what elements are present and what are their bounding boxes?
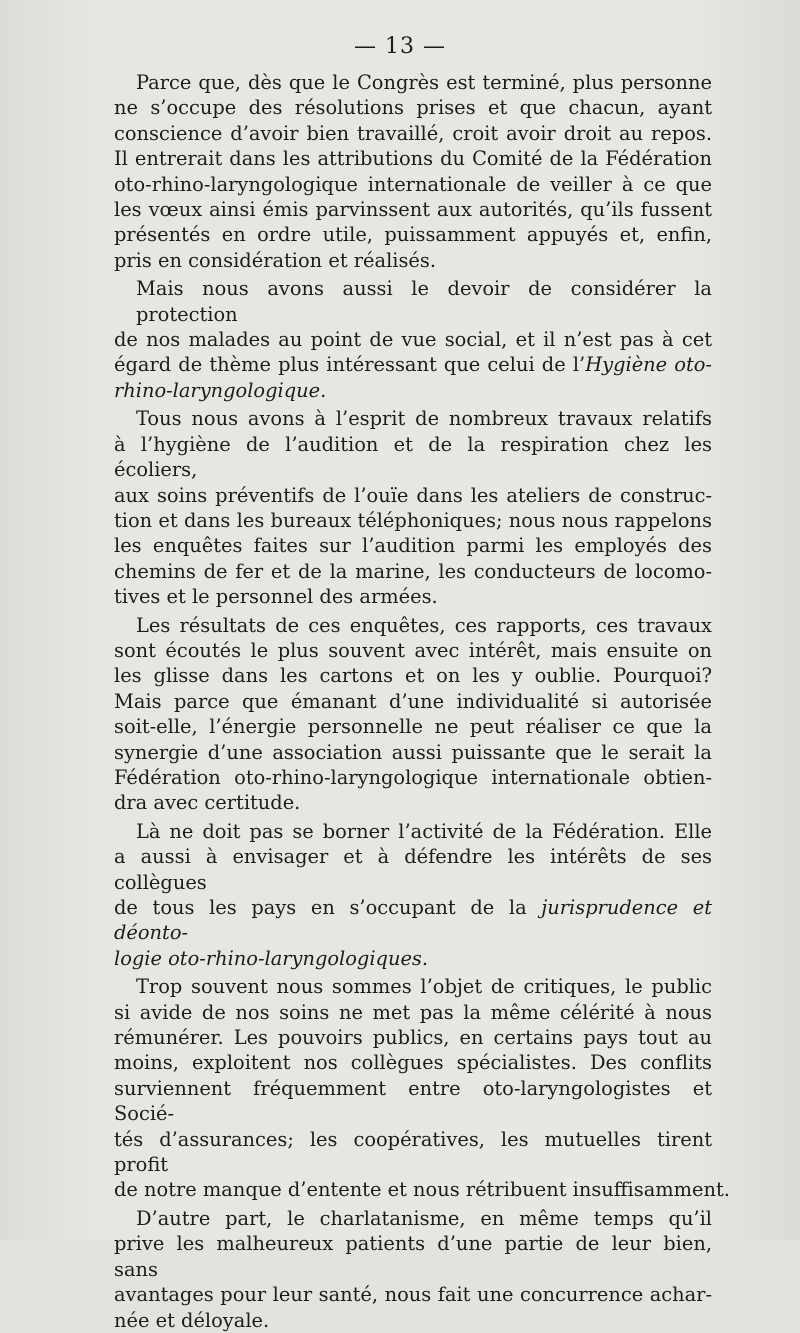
line-text: aux soins préventifs de l’ouïe dans les ateliers de construc- <box>114 483 712 507</box>
paragraph <box>114 819 712 971</box>
line-text: surviennent fréquemment entre oto-laryngologistes et Socié- <box>114 1076 712 1126</box>
text-line <box>114 714 712 739</box>
text-line <box>114 352 712 377</box>
line-text: les enquêtes faites sur l’audition parmi les employés des <box>114 534 712 558</box>
text-line <box>114 197 712 222</box>
text-line <box>114 378 712 403</box>
line-text: tion et dans les bureaux téléphoniques; nous nous rappelons <box>114 508 712 532</box>
text-line <box>114 638 712 663</box>
line-text: ne s’occupe des résolutions prises et que chacun, ayant <box>114 96 712 120</box>
paragraph <box>114 1206 712 1333</box>
line-text: égard de thème plus intéressant que celui de l’ <box>114 353 586 377</box>
text-line <box>114 974 712 999</box>
line-text: dra avec certitude. <box>114 791 301 815</box>
line-text: sont écoutés le plus souvent avec intérêt, mais ensuite on <box>114 638 712 662</box>
text-line <box>114 819 712 844</box>
text-line <box>114 1025 712 1050</box>
text-line <box>114 765 712 790</box>
paragraph <box>114 406 712 609</box>
text-line <box>114 222 712 247</box>
text-line <box>114 559 712 584</box>
text-line <box>114 1177 730 1202</box>
line-text: Tous nous avons à l’esprit de nombreux travaux relatifs <box>136 407 712 431</box>
italic-text: rhino-laryngologique. <box>114 378 327 402</box>
line-text: les glisse dans les cartons et on les y oublie. Pourquoi? <box>114 664 712 688</box>
text-line <box>114 613 712 638</box>
text-line <box>114 95 712 120</box>
text-line <box>114 1000 712 1025</box>
line-text: Mais parce que émanant d’une individualité si autorisée <box>114 689 712 713</box>
line-text: les vœux ainsi émis parvinssent aux autorités, qu’ils fussent <box>114 198 712 222</box>
text-line <box>114 689 712 714</box>
line-text: chemins de fer et de la marine, les conducteurs de locomo- <box>114 559 712 583</box>
line-text: pris en considération et réalisés. <box>114 248 437 272</box>
line-text: a aussi à envisager et à défendre les intérêts de ses collègues <box>114 845 712 894</box>
text-line <box>114 70 712 95</box>
line-text: conscience d’avoir bien travaillé, croit avoir droit au repos. <box>114 121 712 145</box>
text-line <box>114 172 712 197</box>
line-text: de tous les pays en s’occupant de la <box>114 896 542 919</box>
line-text: Fédération oto-rhino-laryngologique internationale obtien- <box>114 765 712 789</box>
text-line <box>114 1076 712 1127</box>
text-line <box>114 790 712 815</box>
line-text: Il entrerait dans les attributions du Comité de la Fédération <box>114 147 712 171</box>
line-text: Trop souvent nous sommes l’objet de critiques, le public <box>136 975 712 999</box>
line-text: avantages pour leur santé, nous fait une concurrence achar- <box>114 1283 712 1307</box>
line-text: présentés en ordre utile, puissamment appuyés et, enfin, <box>114 223 712 247</box>
line-text: oto-rhino-laryngologique internationale de veiller à ce que <box>114 172 712 196</box>
paragraph <box>114 70 712 273</box>
text-line <box>114 1206 712 1231</box>
text-line <box>114 1282 712 1307</box>
line-text: D’autre part, le charlatanisme, en même temps qu’il <box>136 1206 712 1230</box>
paragraph <box>114 613 712 816</box>
italic-text: jurisprudence et déonto- <box>114 896 712 945</box>
text-line <box>114 432 712 483</box>
line-text: rémunérer. Les pouvoirs publics, en certains pays tout au <box>114 1026 712 1050</box>
text-line <box>114 740 712 765</box>
line-text: moins, exploitent nos collègues spécialistes. Des conflits <box>114 1051 712 1075</box>
paragraph <box>114 276 712 403</box>
line-text: de notre manque d’entente et nous rétribuent insuffisamment. <box>114 1178 730 1202</box>
text-line <box>114 508 712 533</box>
body-text <box>114 70 730 1333</box>
text-line <box>114 276 712 327</box>
line-text: Parce que, dès que le Congrès est terminé, plus personne <box>136 71 712 94</box>
text-line <box>114 121 712 146</box>
text-line <box>114 584 712 609</box>
text-line <box>114 1050 712 1075</box>
line-text: prive les malheureux patients d’une partie de leur bien, sans <box>114 1232 712 1281</box>
text-line <box>114 663 712 688</box>
line-text: Mais nous avons aussi le devoir de considérer la protection <box>136 277 712 326</box>
text-line <box>114 406 712 431</box>
text-line <box>114 844 712 895</box>
text-line <box>114 248 712 273</box>
text-line <box>114 483 712 508</box>
text-line <box>114 1308 712 1333</box>
line-text: soit-elle, l’énergie personnelle ne peut réaliser ce que la <box>114 715 712 739</box>
line-text: de nos malades au point de vue social, et il n’est pas à cet <box>114 328 712 352</box>
line-text: à l’hygiène de l’audition et de la respiration chez les écoliers, <box>114 432 712 482</box>
line-text: Là ne doit pas se borner l’activité de la Fédération. Elle <box>136 819 712 843</box>
text-line <box>114 327 712 352</box>
text-line <box>114 946 712 971</box>
text-line <box>114 1231 712 1282</box>
text-line <box>114 1127 712 1178</box>
line-text: Les résultats de ces enquêtes, ces rapports, ces travaux <box>136 613 712 637</box>
line-text: tés d’assurances; les coopératives, les mutuelles tirent profit <box>114 1127 712 1177</box>
page-number: — 13 — <box>354 34 446 59</box>
line-text: si avide de nos soins ne met pas la même célérité à nous <box>114 1000 712 1024</box>
text-line <box>114 895 712 946</box>
line-text: née et déloyale. <box>114 1308 270 1332</box>
line-text: synergie d’une association aussi puissante que le serait la <box>114 740 712 764</box>
text-line <box>114 146 712 171</box>
italic-text: Hygiène oto- <box>585 353 712 377</box>
italic-text: logie oto-rhino-laryngologiques. <box>114 946 429 970</box>
line-text: tives et le personnel des armées. <box>114 585 438 609</box>
text-line <box>114 533 712 558</box>
paragraph <box>114 974 730 1203</box>
